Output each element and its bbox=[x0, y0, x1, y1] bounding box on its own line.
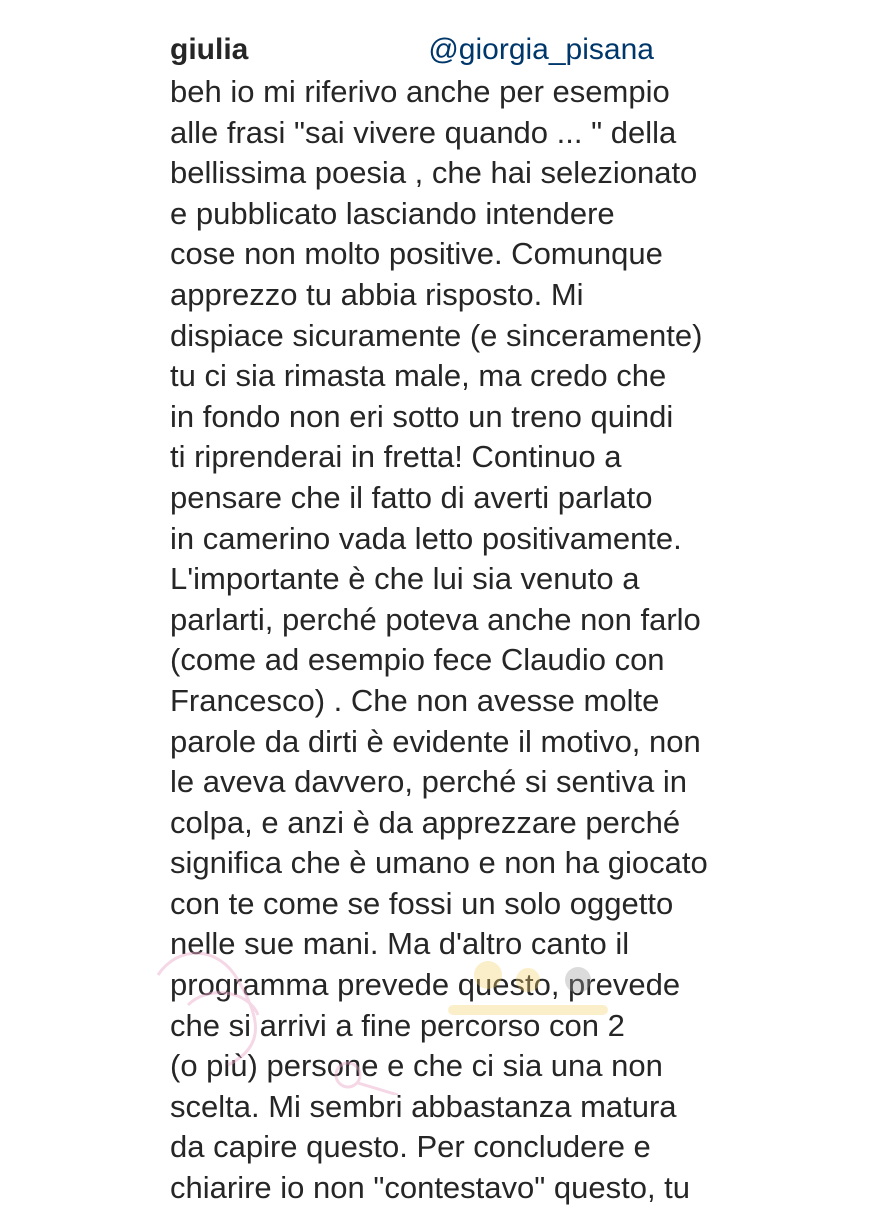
comment-line: tu ci sia rimasta male, ma credo che bbox=[170, 358, 667, 394]
comment-username[interactable]: giulia bbox=[170, 33, 249, 66]
comment-line: chiarire io non "contestavo" questo, tu bbox=[170, 1170, 691, 1206]
comment-header bbox=[170, 30, 870, 70]
comment-line: (o più) persone e che ci sia una non bbox=[170, 1048, 663, 1084]
comment-line: cose non molto positive. Comunque bbox=[170, 236, 663, 272]
comment-line: parlarti, perché poteva anche non farlo bbox=[170, 601, 701, 637]
comment-line: in fondo non eri sotto un treno quindi bbox=[170, 398, 674, 434]
comment-line: significa che è umano e non ha giocato bbox=[170, 845, 708, 881]
comment-line: alle frasi "sai vivere quando ... " della bbox=[170, 114, 677, 150]
comment-line: nelle sue mani. Ma d'altro canto il bbox=[170, 926, 630, 962]
comment-line: bellissima poesia , che hai selezionato bbox=[170, 155, 698, 191]
comment-line: pensare che il fatto di averti parlato bbox=[170, 479, 653, 515]
comment-line: beh io mi riferivo anche per esempio bbox=[170, 74, 670, 109]
comment-line: che si arrivi a fine percorso con 2 bbox=[170, 1007, 625, 1043]
comment-line: ti riprenderai in fretta! Continuo a bbox=[170, 439, 622, 475]
comment-line: da capire questo. Per concludere e bbox=[170, 1129, 651, 1165]
comment-line: e pubblicato lasciando intendere bbox=[170, 195, 615, 231]
comment-line: apprezzo tu abbia risposto. Mi bbox=[170, 276, 584, 312]
comment-line: scelta. Mi sembri abbastanza matura bbox=[170, 1088, 677, 1124]
comment-line: in camerino vada letto positivamente. bbox=[170, 520, 682, 556]
comment-line: programma prevede questo, prevede bbox=[170, 967, 681, 1003]
comment-line: colpa, e anzi è da apprezzare perché bbox=[170, 804, 681, 840]
comment-line: Francesco) . Che non avesse molte bbox=[170, 682, 660, 718]
comment-line: parole da dirti è evidente il motivo, non bbox=[170, 723, 701, 759]
comment-text bbox=[170, 72, 870, 1209]
comment-line: dispiace sicuramente (e sinceramente) bbox=[170, 317, 703, 353]
comment-line: (come ad esempio fece Claudio con bbox=[170, 642, 665, 678]
comment-line: le aveva davvero, perché si sentiva in bbox=[170, 764, 687, 800]
comment-mention[interactable]: @giorgia_pisana bbox=[428, 33, 654, 66]
comment bbox=[170, 30, 870, 1209]
comment-line: L'importante è che lui sia venuto a bbox=[170, 561, 640, 597]
comment-line: con te come se fossi un solo oggetto bbox=[170, 885, 674, 921]
